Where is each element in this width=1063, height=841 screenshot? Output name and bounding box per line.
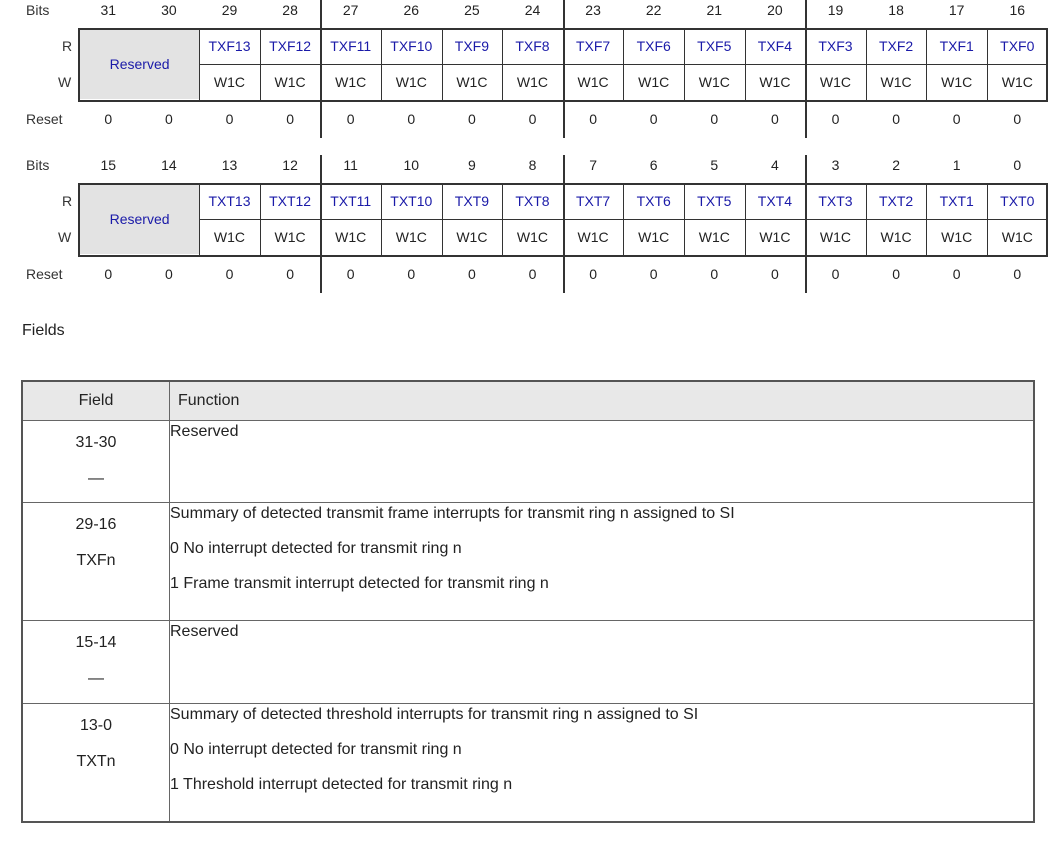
field-column-header: Field: [22, 381, 170, 421]
field-row: [22, 503, 1034, 621]
reset-value: 0: [225, 111, 234, 127]
reset-value: 0: [164, 266, 173, 282]
bit-number: 30: [161, 2, 177, 18]
field-cell: [22, 421, 170, 503]
fields-table: [21, 380, 1035, 823]
field-bits: 15-14: [75, 634, 117, 651]
read-field-cell: TXT8: [515, 193, 550, 209]
grid-line: [987, 28, 988, 100]
bit-number: 2: [892, 157, 900, 173]
function-cell: [170, 621, 1035, 704]
write-access-cell: W1C: [941, 229, 973, 245]
read-field-cell: TXF11: [330, 38, 372, 54]
bit-number: 29: [221, 2, 238, 18]
grid-line: [866, 28, 867, 100]
bit-number: 15: [100, 157, 117, 173]
bit-number: 8: [528, 157, 537, 173]
reset-value: 0: [286, 111, 294, 127]
bit-number: 26: [403, 2, 420, 18]
grid-line: [684, 183, 685, 255]
write-access-cell: W1C: [759, 229, 791, 245]
bit-number: 13: [221, 157, 238, 173]
grid-line: [260, 183, 261, 255]
read-field-cell: TXF5: [697, 38, 732, 54]
write-row-label: W: [58, 74, 72, 90]
function-cell: [170, 704, 1035, 822]
reset-value: 0: [831, 111, 840, 127]
grid-line: [381, 183, 382, 255]
read-row-label: R: [62, 193, 73, 209]
read-field-cell: TXT2: [878, 193, 914, 209]
grid-line: [745, 28, 746, 100]
reset-value: 0: [407, 111, 416, 127]
read-field-cell: TXF13: [208, 38, 251, 54]
read-field-cell: TXF1: [939, 38, 974, 54]
reset-value: 0: [286, 266, 294, 282]
bit-number: 23: [585, 2, 601, 18]
reset-value: 0: [892, 266, 900, 282]
bit-number: 17: [948, 2, 965, 18]
reset-value: 0: [528, 266, 537, 282]
reset-value: 0: [952, 266, 961, 282]
bit-number: 22: [645, 2, 662, 18]
bit-number: 19: [827, 2, 844, 18]
bit-number: 21: [706, 2, 723, 18]
reset-value: 0: [225, 266, 234, 282]
write-access-cell: W1C: [456, 229, 488, 245]
grid-line: [987, 183, 988, 255]
write-access-cell: W1C: [213, 229, 246, 245]
bit-number: 7: [589, 157, 597, 173]
read-field-cell: TXF0: [1000, 38, 1035, 54]
write-access-cell: W1C: [1001, 229, 1033, 245]
field-name: TXTn: [76, 753, 116, 770]
read-field-cell: TXF10: [390, 38, 433, 54]
function-text: Reserved: [170, 623, 239, 640]
read-field-cell: TXT0: [1000, 193, 1035, 209]
write-access-cell: W1C: [698, 229, 730, 245]
function-text: 1 Threshold interrupt detected for transmit ring n: [170, 776, 513, 793]
reset-value: 0: [1013, 266, 1022, 282]
reset-value: 0: [892, 111, 900, 127]
field-cell: [22, 621, 170, 704]
grid-line: [442, 183, 443, 255]
grid-line: [866, 183, 867, 255]
bit-number: 12: [282, 157, 298, 173]
write-access-cell: W1C: [577, 229, 609, 245]
fields-header-row: [22, 381, 1034, 421]
write-access-cell: W1C: [516, 74, 549, 90]
write-access-cell: W1C: [456, 74, 488, 90]
reset-value: 0: [649, 111, 658, 127]
reset-value: 0: [770, 266, 779, 282]
grid-line: [805, 155, 807, 293]
reset-value: 0: [104, 266, 113, 282]
grid-line: [563, 0, 565, 138]
read-row-label: R: [62, 38, 73, 54]
grid-line: [199, 28, 200, 100]
bit-number: 1: [952, 157, 961, 173]
write-access-cell: W1C: [698, 74, 730, 90]
read-field-cell: TXT10: [390, 193, 433, 209]
reserved-cell: Reserved: [80, 184, 199, 254]
reset-value: 0: [1013, 111, 1022, 127]
field-bits: 13-0: [79, 717, 113, 734]
field-bits: 31-30: [75, 434, 117, 451]
bit-number: 20: [767, 2, 783, 18]
bit-number: 25: [464, 2, 480, 18]
field-cell: [22, 704, 170, 822]
read-field-cell: TXT13: [208, 193, 251, 209]
fields-title: Fields: [22, 322, 65, 339]
field-cell: [22, 503, 170, 621]
field-row: [22, 621, 1034, 704]
write-row-label: W: [58, 229, 72, 245]
read-field-cell: TXF6: [636, 38, 671, 54]
function-text: 1 Frame transmit interrupt detected for transmit ring n: [170, 575, 549, 592]
reset-value: 0: [710, 111, 719, 127]
reset-value: 0: [649, 266, 658, 282]
read-field-cell: TXF3: [818, 38, 853, 54]
reset-value: 0: [710, 266, 719, 282]
bit-number: 3: [831, 157, 840, 173]
field-name: —: [88, 670, 104, 687]
reset-value: 0: [467, 266, 476, 282]
read-field-cell: TXT1: [939, 193, 974, 209]
read-field-cell: TXT4: [757, 193, 792, 209]
write-access-cell: W1C: [819, 74, 852, 90]
grid-line: [805, 0, 807, 138]
read-field-cell: TXT12: [269, 193, 312, 209]
bit-number: 28: [282, 2, 298, 18]
bit-number: 31: [100, 2, 117, 18]
field-name: —: [88, 470, 104, 487]
write-access-cell: W1C: [516, 229, 549, 245]
function-column-header: Function: [170, 381, 1035, 421]
bit-number: 14: [161, 157, 177, 173]
reset-value: 0: [164, 111, 173, 127]
read-field-cell: TXT7: [575, 193, 611, 209]
read-field-cell: TXF7: [575, 38, 611, 54]
grid-line: [684, 28, 685, 100]
grid-line: [199, 183, 200, 255]
read-field-cell: TXF12: [269, 38, 312, 54]
bit-number: 5: [710, 157, 719, 173]
grid-line: [623, 28, 624, 100]
write-access-cell: W1C: [880, 74, 912, 90]
read-field-cell: TXF9: [454, 38, 489, 54]
read-field-cell: TXT3: [818, 193, 853, 209]
write-access-cell: W1C: [577, 74, 609, 90]
grid-line: [1046, 183, 1048, 257]
read-field-cell: TXT5: [697, 193, 732, 209]
grid-line: [502, 183, 503, 255]
reserved-cell: Reserved: [80, 29, 199, 99]
function-text: 0 No interrupt detected for transmit ring n: [170, 540, 462, 557]
reset-value: 0: [589, 266, 597, 282]
write-access-cell: W1C: [274, 229, 306, 245]
bit-number: 10: [403, 157, 420, 173]
grid-line: [78, 28, 80, 100]
function-cell: [170, 421, 1035, 503]
bit-number: 9: [467, 157, 476, 173]
field-bits: 29-16: [75, 516, 117, 533]
reset-value: 0: [589, 111, 597, 127]
grid-line: [1046, 28, 1048, 102]
grid-line: [381, 28, 382, 100]
write-access-cell: W1C: [880, 229, 912, 245]
bit-number: 0: [1013, 157, 1022, 173]
reset-value: 0: [104, 111, 113, 127]
write-access-cell: W1C: [638, 229, 670, 245]
write-access-cell: W1C: [395, 229, 427, 245]
function-text: Reserved: [170, 423, 239, 440]
bits-row-label: Bits: [26, 2, 50, 18]
reset-value: 0: [407, 266, 416, 282]
read-field-cell: TXF4: [757, 38, 792, 54]
write-access-cell: W1C: [395, 74, 427, 90]
bit-number: 16: [1009, 2, 1026, 18]
write-access-cell: W1C: [213, 74, 246, 90]
function-text: Summary of detected threshold interrupts for transmit ring n assigned to SI: [170, 706, 699, 723]
function-text: Summary of detected transmit frame interrupts for transmit ring n assigned to SI: [170, 505, 735, 522]
grid-line: [623, 183, 624, 255]
function-text: 0 No interrupt detected for transmit ring n: [170, 741, 462, 758]
bit-number: 27: [342, 2, 359, 18]
write-access-cell: W1C: [274, 74, 306, 90]
field-name: TXFn: [76, 552, 116, 569]
read-field-cell: TXF8: [515, 38, 550, 54]
grid-line: [563, 155, 565, 293]
read-field-cell: TXF2: [878, 38, 914, 54]
write-access-cell: W1C: [335, 229, 367, 245]
reset-value: 0: [346, 266, 355, 282]
reset-value: 0: [467, 111, 476, 127]
grid-line: [442, 28, 443, 100]
field-row: [22, 421, 1034, 503]
bit-number: 6: [649, 157, 658, 173]
grid-line: [926, 183, 927, 255]
grid-line: [320, 0, 322, 138]
function-cell: [170, 503, 1035, 621]
reset-value: 0: [952, 111, 961, 127]
reset-value: 0: [770, 111, 779, 127]
grid-line: [260, 28, 261, 100]
bit-number: 18: [888, 2, 904, 18]
grid-line: [926, 28, 927, 100]
bit-number: 4: [770, 157, 779, 173]
read-field-cell: TXT11: [330, 193, 372, 209]
grid-line: [502, 28, 503, 100]
bit-number: 24: [524, 2, 541, 18]
bit-number: 11: [343, 157, 358, 173]
field-row: [22, 704, 1034, 822]
read-field-cell: TXT9: [454, 193, 489, 209]
write-access-cell: W1C: [759, 74, 791, 90]
reset-value: 0: [346, 111, 355, 127]
reset-row-label: Reset: [26, 266, 63, 282]
reset-value: 0: [528, 111, 537, 127]
grid-line: [320, 155, 322, 293]
reset-value: 0: [831, 266, 840, 282]
write-access-cell: W1C: [1001, 74, 1033, 90]
write-access-cell: W1C: [819, 229, 852, 245]
grid-line: [745, 183, 746, 255]
write-access-cell: W1C: [335, 74, 367, 90]
bits-row-label: Bits: [26, 157, 50, 173]
write-access-cell: W1C: [638, 74, 670, 90]
grid-line: [78, 183, 80, 255]
read-field-cell: TXT6: [636, 193, 671, 209]
write-access-cell: W1C: [941, 74, 973, 90]
reset-row-label: Reset: [26, 111, 63, 127]
